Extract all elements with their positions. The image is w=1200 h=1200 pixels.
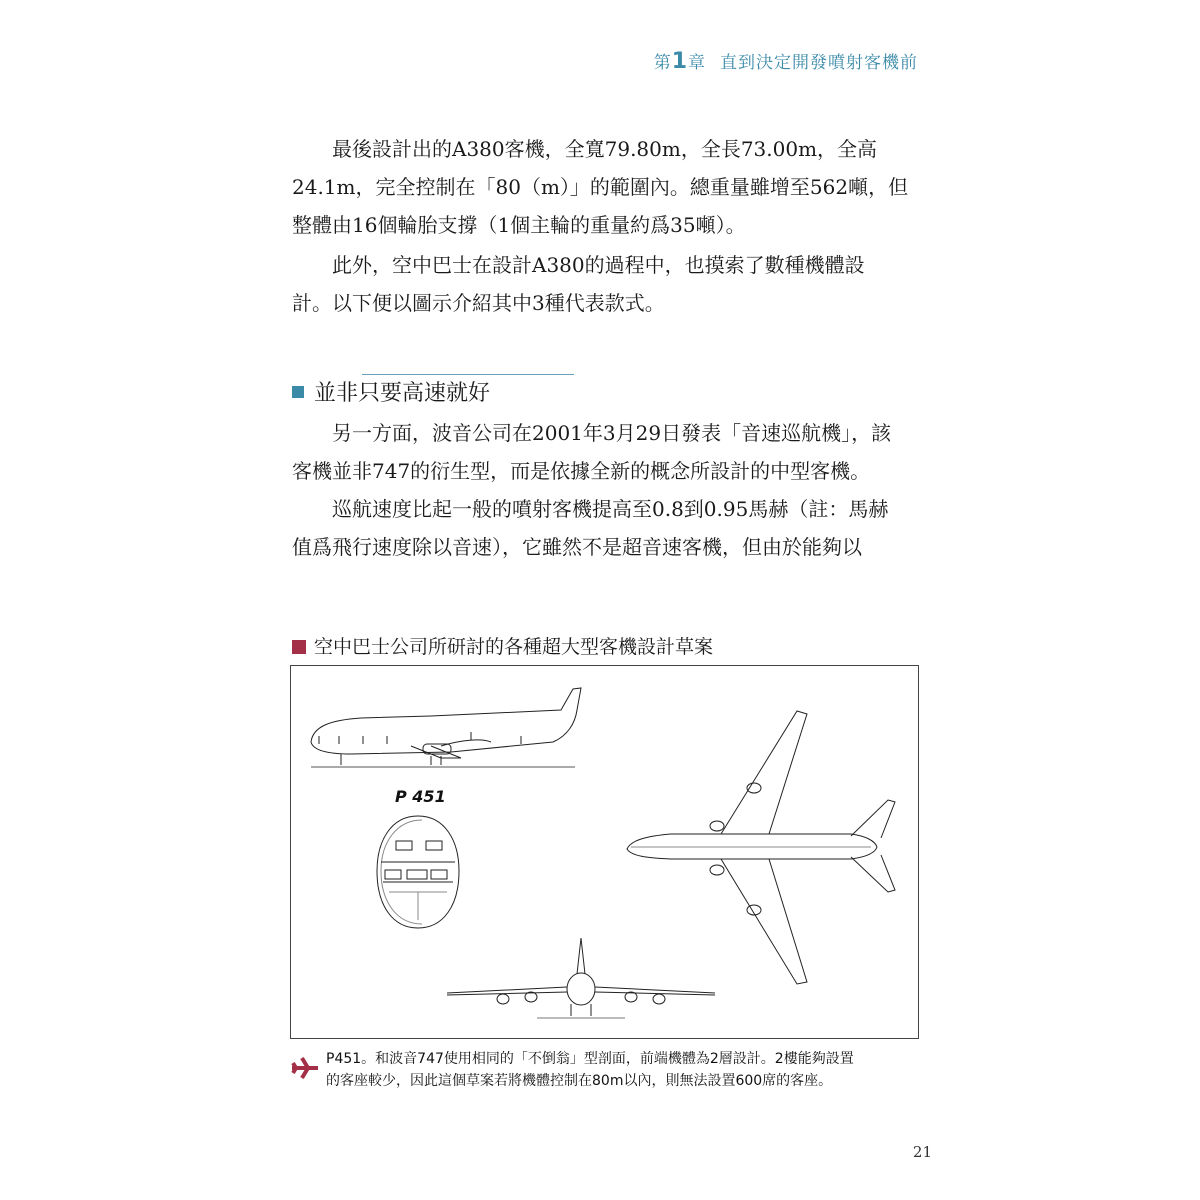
figure-caption	[326, 1048, 926, 1092]
chapter-suffix: 章	[688, 53, 706, 73]
cross-section-drawing	[377, 816, 459, 928]
side-view-drawing	[311, 688, 581, 767]
caption-line: 的客座較少，因此這個草案若將機體控制在80m以內，則無法設置600席的客座。	[326, 1073, 833, 1089]
paragraph-line: 客機並非747的衍生型，而是依據全新的概念所設計的中型客機。	[292, 459, 871, 483]
aircraft-drawing	[290, 665, 919, 1039]
paragraph-line: 巡航速度比起一般的噴射客機提高至0.8到0.95馬赫（註：馬赫	[332, 497, 889, 521]
chapter-prefix: 第	[653, 53, 672, 73]
paragraph-1	[292, 130, 920, 244]
section-rule	[362, 374, 574, 375]
section-heading	[292, 376, 490, 406]
top-view-drawing	[627, 711, 895, 984]
paragraph-line: 整體由16個輪胎支撐（1個主輪的重量約爲35噸）。	[292, 213, 746, 237]
paragraph-line: 計。以下便以圖示介紹其中3種代表款式。	[292, 291, 665, 315]
front-view-drawing	[447, 938, 715, 1018]
section-bullet-icon	[292, 386, 304, 398]
chapter-title: 直到決定開發噴射客機前	[720, 53, 918, 73]
paragraph-line: 另一方面，波音公司在2001年3月29日發表「音速巡航機」，該	[332, 421, 892, 445]
paragraph-2	[292, 246, 920, 322]
paragraph-4	[292, 490, 920, 566]
running-head	[600, 48, 918, 74]
figure-title	[292, 632, 713, 659]
paragraph-line: 最後設計出的A380客機，全寬79.80m，全長73.00m，全高	[332, 137, 878, 161]
paragraph-line: 24.1m，完全控制在「80（m）」的範圍內。總重量雖增至562噸，但	[292, 175, 909, 199]
design-label: P 451	[395, 787, 446, 806]
paragraph-line: 值爲飛行速度除以音速），它雖然不是超音速客機，但由於能夠以	[292, 535, 862, 559]
airplane-icon	[290, 1052, 320, 1084]
figure-bullet-icon	[292, 640, 306, 654]
caption-line: P451。和波音747使用相同的「不倒翁」型剖面，前端機體為2層設計。2樓能夠設置	[326, 1051, 854, 1067]
paragraph-3	[292, 414, 920, 490]
section-heading-text: 並非只要高速就好	[314, 381, 491, 406]
paragraph-line: 此外，空中巴士在設計A380的過程中，也摸索了數種機體設	[332, 253, 865, 277]
figure-title-text: 空中巴士公司所研討的各種超大型客機設計草案	[314, 636, 714, 658]
aircraft-drawing-svg	[291, 666, 920, 1040]
chapter-number: 1	[671, 49, 688, 74]
page-number: 21	[912, 1143, 932, 1161]
